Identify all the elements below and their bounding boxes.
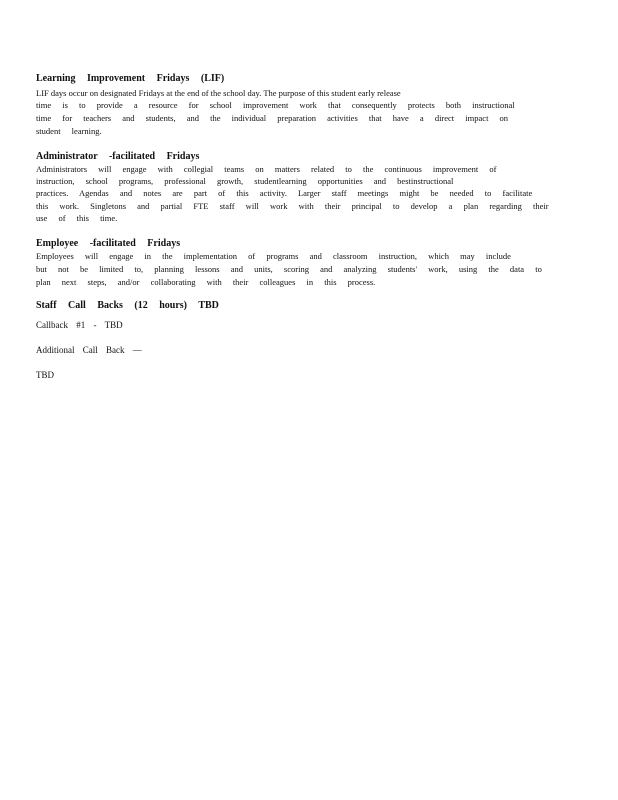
admin-heading: Administrator -facilitated Fridays [36, 151, 200, 162]
admin-line-3: practices. Agendas and notes are part of this activity. Larger staff meetings might be needed to facilitate [36, 188, 533, 198]
employee-line-1: Employees will engage in the implementation of programs and classroom instruction, which may include [36, 251, 511, 261]
callback-1-text: Callback #1 - TBD [36, 320, 123, 330]
lif-line-3: time for teachers and students, and the individual preparation activities that have a direct impact on [36, 113, 509, 123]
employee-line-2: but not be limited to, planning lessons and units, scoring and analyzing students' work, using the data to [36, 264, 542, 274]
lif-heading: Learning Improvement Fridays (LIF) [36, 73, 225, 84]
lif-line-1: LIF days occur on designated Fridays at the end of the school day. The purpose of this student early release [36, 88, 401, 98]
additional-callback-text: Additional Call Back — [36, 345, 142, 355]
lif-line-4: student learning. [36, 126, 102, 136]
lif-line-2: time is to provide a resource for school improvement work that consequently protects both instructional [36, 100, 515, 110]
admin-line-1: Administrators will engage with collegial teams on matters related to the continuous improvement of [36, 164, 497, 174]
tbd-text: TBD [36, 370, 54, 380]
callbacks-heading: Staff Call Backs (12 hours) TBD [36, 300, 219, 311]
admin-line-5: use of this time. [36, 213, 118, 223]
employee-heading: Employee -facilitated Fridays [36, 238, 181, 249]
employee-line-3: plan next steps, and/or collaborating with their colleagues in this process. [36, 277, 376, 287]
admin-line-4: this work. Singletons and partial FTE staff will work with their principal to develop a plan regarding their [36, 201, 549, 211]
admin-line-2: instruction, school programs, professional growth, studentlearning opportunities and bestinstructional [36, 176, 454, 186]
